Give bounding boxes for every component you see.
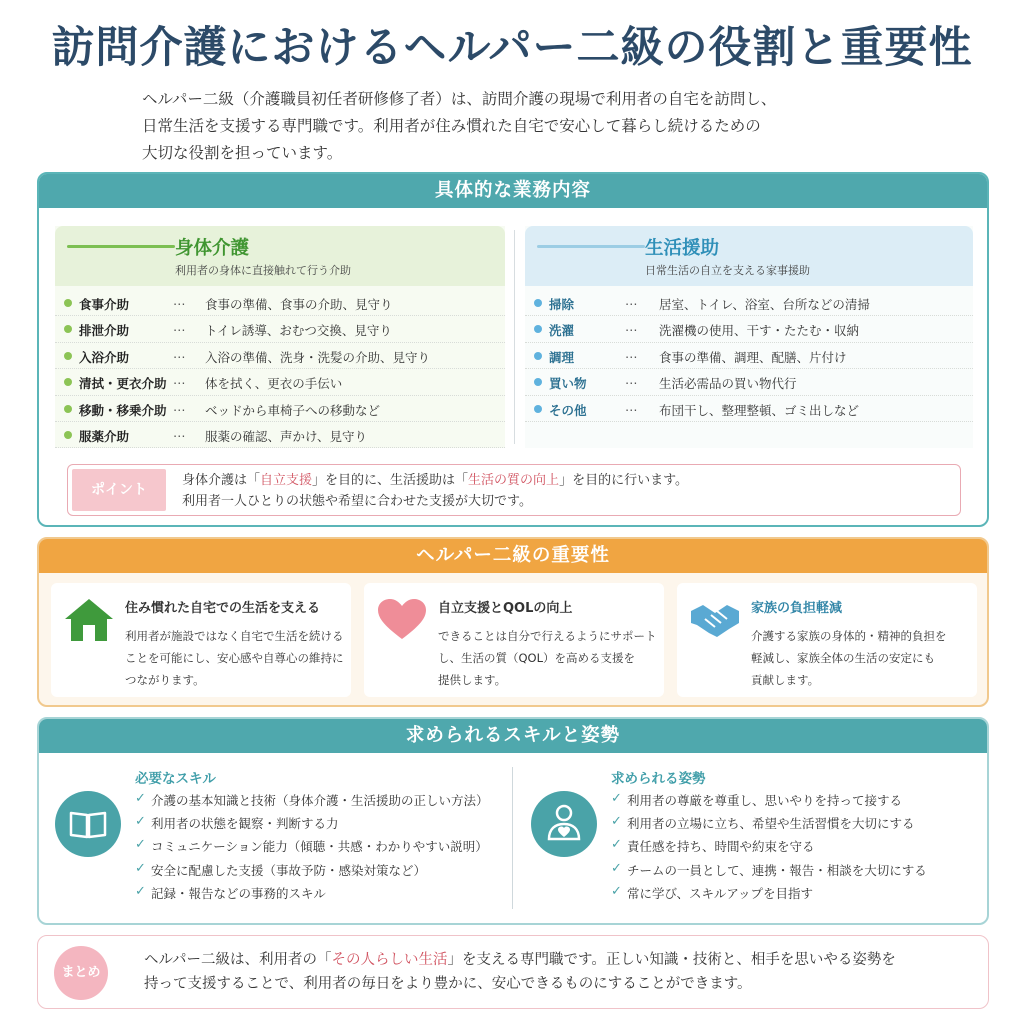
bullet-icon: [64, 325, 72, 333]
attitude-text: 利用者の立場に立ち、希望や生活習慣を大切にする: [627, 816, 915, 832]
duty-desc: 食事の準備、調理、配膳、片付け: [659, 349, 847, 365]
check-icon: ✓: [611, 814, 622, 830]
card-desc: [438, 625, 664, 691]
heart-icon: [376, 597, 428, 643]
list-item: [55, 422, 505, 448]
duty-name: 服薬介助: [79, 428, 130, 444]
importance-card: [364, 583, 664, 697]
list-item: [525, 316, 973, 342]
list-item: [135, 814, 489, 837]
bullet-icon: [534, 325, 542, 333]
bullet-icon: [534, 352, 542, 360]
separator: …: [173, 398, 186, 414]
text-fragment: ヘルパー二級は、利用者の「: [144, 952, 332, 968]
list-item: [55, 369, 505, 395]
highlight-text: 自立支援: [260, 473, 313, 488]
list-item: [611, 814, 927, 837]
skills-heading: 求められるスキルと姿勢: [39, 719, 987, 753]
separator: …: [625, 293, 638, 308]
list-item: [611, 791, 927, 814]
skills-list: [135, 791, 489, 907]
body-care-column: [55, 226, 505, 448]
life-support-header: [525, 226, 973, 286]
duty-name: 排泄介助: [79, 323, 130, 339]
duties-heading: 具体的な業務内容: [39, 174, 987, 208]
attitude-text: 利用者の尊厳を尊重し、思いやりを持って接する: [627, 793, 903, 808]
bullet-icon: [64, 405, 72, 413]
bullet-icon: [534, 378, 542, 386]
bullet-icon: [534, 405, 542, 413]
text-fragment: 」を支える専門職です。正しい知識・技術と、相手を思いやる姿勢を: [447, 952, 896, 968]
list-item: [611, 884, 927, 907]
card-title: 自立支援とQOLの向上: [438, 601, 573, 616]
duty-name: その他: [549, 402, 587, 418]
attitude-text: チームの一員として、連携・報告・相談を大切にする: [627, 862, 927, 878]
list-item: [525, 290, 973, 316]
skill-text: 記録・報告などの事務的スキル: [151, 885, 326, 901]
card-title: 住み慣れた自宅での生活を支える: [125, 601, 321, 616]
point-line: 利用者一人ひとりの状態や希望に合わせた支援が大切です。: [182, 494, 532, 509]
importance-card: [51, 583, 351, 697]
separator: …: [625, 372, 638, 388]
body-care-subtitle: 利用者の身体に直接触れて行う介助: [175, 264, 351, 277]
duty-desc: ベッドから車椅子への移動など: [205, 402, 381, 418]
point-text: [182, 470, 688, 512]
intro-text: [142, 86, 902, 167]
summary-section: [37, 935, 989, 1009]
check-icon: ✓: [135, 791, 146, 806]
list-item: [55, 343, 505, 369]
life-support-subtitle: 日常生活の自立を支える家事援助: [645, 264, 810, 277]
list-item: [611, 861, 927, 884]
duties-section: [37, 172, 989, 527]
skills-title: 必要なスキル: [135, 771, 216, 787]
house-icon: [63, 597, 115, 643]
importance-heading: ヘルパー二級の重要性: [39, 539, 987, 573]
skill-text: 利用者の状態を観察・判断する力: [151, 816, 339, 832]
body-care-header: [55, 226, 505, 286]
decorative-line: [537, 245, 645, 248]
life-support-list: [525, 290, 973, 422]
separator: …: [173, 372, 186, 388]
list-item: [611, 837, 927, 860]
list-item: [135, 861, 489, 884]
duty-desc: 体を拭く、更衣の手伝い: [205, 376, 343, 392]
list-item: [525, 369, 973, 395]
duty-desc: トイレ誘導、おむつ交換、見守り: [205, 323, 392, 339]
summary-line: [144, 948, 896, 972]
column-divider: [512, 767, 513, 909]
check-icon: ✓: [135, 837, 146, 853]
duty-desc: 服薬の確認、声かけ、見守り: [205, 428, 368, 444]
highlight-text: 生活の質の向上: [468, 473, 560, 488]
card-desc-line: つながります。: [125, 673, 205, 687]
check-icon: ✓: [135, 860, 146, 876]
highlight-text: その人らしい生活: [331, 952, 448, 968]
duty-desc: 洗濯機の使用、干す・たたむ・収納: [659, 323, 860, 339]
summary-badge: まとめ: [54, 946, 108, 1000]
separator: …: [173, 424, 186, 440]
list-item: [135, 884, 489, 907]
duty-name: 調理: [549, 349, 575, 365]
card-title: 家族の負担軽減: [751, 601, 843, 616]
duty-desc: 入浴の準備、洗身・洗髪の介助、見守り: [205, 349, 431, 365]
duty-name: 食事介助: [79, 297, 130, 312]
bullet-icon: [64, 299, 72, 307]
bullet-icon: [64, 378, 72, 386]
attitude-column: [515, 753, 985, 923]
skills-section: [37, 717, 989, 925]
point-box: [67, 464, 961, 516]
attitude-list: [611, 791, 927, 907]
intro-line: 大切な役割を担っています。: [142, 144, 343, 162]
skill-text: コミュニケーション能力（傾聴・共感・わかりやすい説明）: [151, 839, 488, 855]
point-line: [182, 470, 688, 491]
separator: …: [625, 398, 638, 414]
list-item: [135, 791, 489, 814]
duty-name: 清拭・更衣介助: [79, 376, 167, 392]
summary-line: 持って支援することで、利用者の毎日をより豊かに、安心できるものにすることができます。: [144, 976, 752, 992]
list-item: [55, 316, 505, 342]
separator: …: [625, 319, 638, 335]
duty-name: 掃除: [549, 297, 575, 312]
duty-desc: 布団干し、整理整頓、ゴミ出しなど: [659, 402, 860, 418]
attitude-text: 常に学び、スキルアップを目指す: [627, 885, 814, 901]
handshake-icon: [689, 597, 741, 643]
card-desc-line: 提供します。: [438, 673, 507, 687]
list-item: [55, 396, 505, 422]
list-item: [135, 837, 489, 860]
book-icon: [55, 791, 121, 857]
separator: …: [173, 293, 186, 308]
attitude-title: 求められる姿勢: [611, 771, 706, 787]
card-desc-line: 貢献します。: [751, 673, 820, 687]
list-item: [55, 290, 505, 316]
check-icon: ✓: [611, 883, 622, 899]
card-desc-line: 利用者が施設ではなく自宅で生活を続ける: [125, 629, 344, 643]
point-label: ポイント: [72, 469, 166, 511]
skill-text: 安全に配慮した支援（事故予防・感染対策など）: [151, 862, 427, 878]
card-desc-line: し、生活の質（QOL）を高める支援を: [438, 651, 636, 665]
life-support-column: [525, 226, 973, 448]
decorative-line: [67, 245, 175, 248]
text-fragment: 」を目的に行います。: [559, 473, 689, 488]
bullet-icon: [64, 352, 72, 360]
card-desc-line: できることは自分で行えるようにサポート: [438, 629, 657, 643]
life-support-title: 生活援助: [645, 238, 720, 259]
intro-line: 日常生活を支援する専門職です。利用者が住み慣れた自宅で安心して暮らし続けるための: [142, 117, 761, 135]
importance-card: [677, 583, 977, 697]
separator: …: [173, 319, 186, 335]
duty-name: 買い物: [549, 376, 587, 392]
bullet-icon: [534, 299, 542, 307]
body-care-title: 身体介護: [175, 238, 250, 259]
skill-text: 介護の基本知識と技術（身体介護・生活援助の正しい方法）: [151, 793, 489, 808]
summary-text: [144, 948, 896, 996]
check-icon: ✓: [611, 837, 622, 853]
check-icon: ✓: [611, 860, 622, 876]
check-icon: ✓: [611, 791, 622, 806]
list-item: [525, 396, 973, 422]
skills-column: [39, 753, 509, 923]
card-desc-line: 介護する家族の身体的・精神的負担を: [751, 629, 947, 643]
check-icon: ✓: [135, 814, 146, 830]
intro-line: ヘルパー二級（介護職員初任者研修修了者）は、訪問介護の現場で利用者の自宅を訪問し、: [142, 90, 777, 108]
duty-name: 入浴介助: [79, 349, 130, 365]
bullet-icon: [64, 431, 72, 439]
separator: …: [173, 345, 186, 361]
person-heart-icon: [531, 791, 597, 857]
card-desc: [751, 625, 977, 691]
column-divider: [514, 230, 515, 444]
text-fragment: 身体介護は「: [182, 473, 261, 488]
importance-section: [37, 537, 989, 707]
duty-desc: 居室、トイレ、浴室、台所などの清掃: [659, 297, 870, 312]
text-fragment: 」を目的に、生活援助は「: [312, 473, 469, 488]
card-desc: [125, 625, 351, 691]
duty-name: 洗濯: [549, 323, 575, 339]
card-desc-line: 軽減し、家族全体の生活の安定にも: [751, 651, 935, 665]
duty-desc: 食事の準備、食事の介助、見守り: [205, 297, 393, 312]
page-title: 訪問介護におけるヘルパー二級の役割と重要性: [51, 23, 973, 73]
separator: …: [625, 345, 638, 361]
list-item: [525, 343, 973, 369]
card-desc-line: ことを可能にし、安心感や自尊心の維持に: [125, 651, 344, 665]
duty-name: 移動・移乗介助: [79, 402, 167, 418]
check-icon: ✓: [135, 883, 146, 899]
duty-desc: 生活必需品の買い物代行: [659, 376, 797, 392]
attitude-text: 責任感を持ち、時間や約束を守る: [627, 839, 815, 855]
body-care-list: [55, 290, 505, 448]
